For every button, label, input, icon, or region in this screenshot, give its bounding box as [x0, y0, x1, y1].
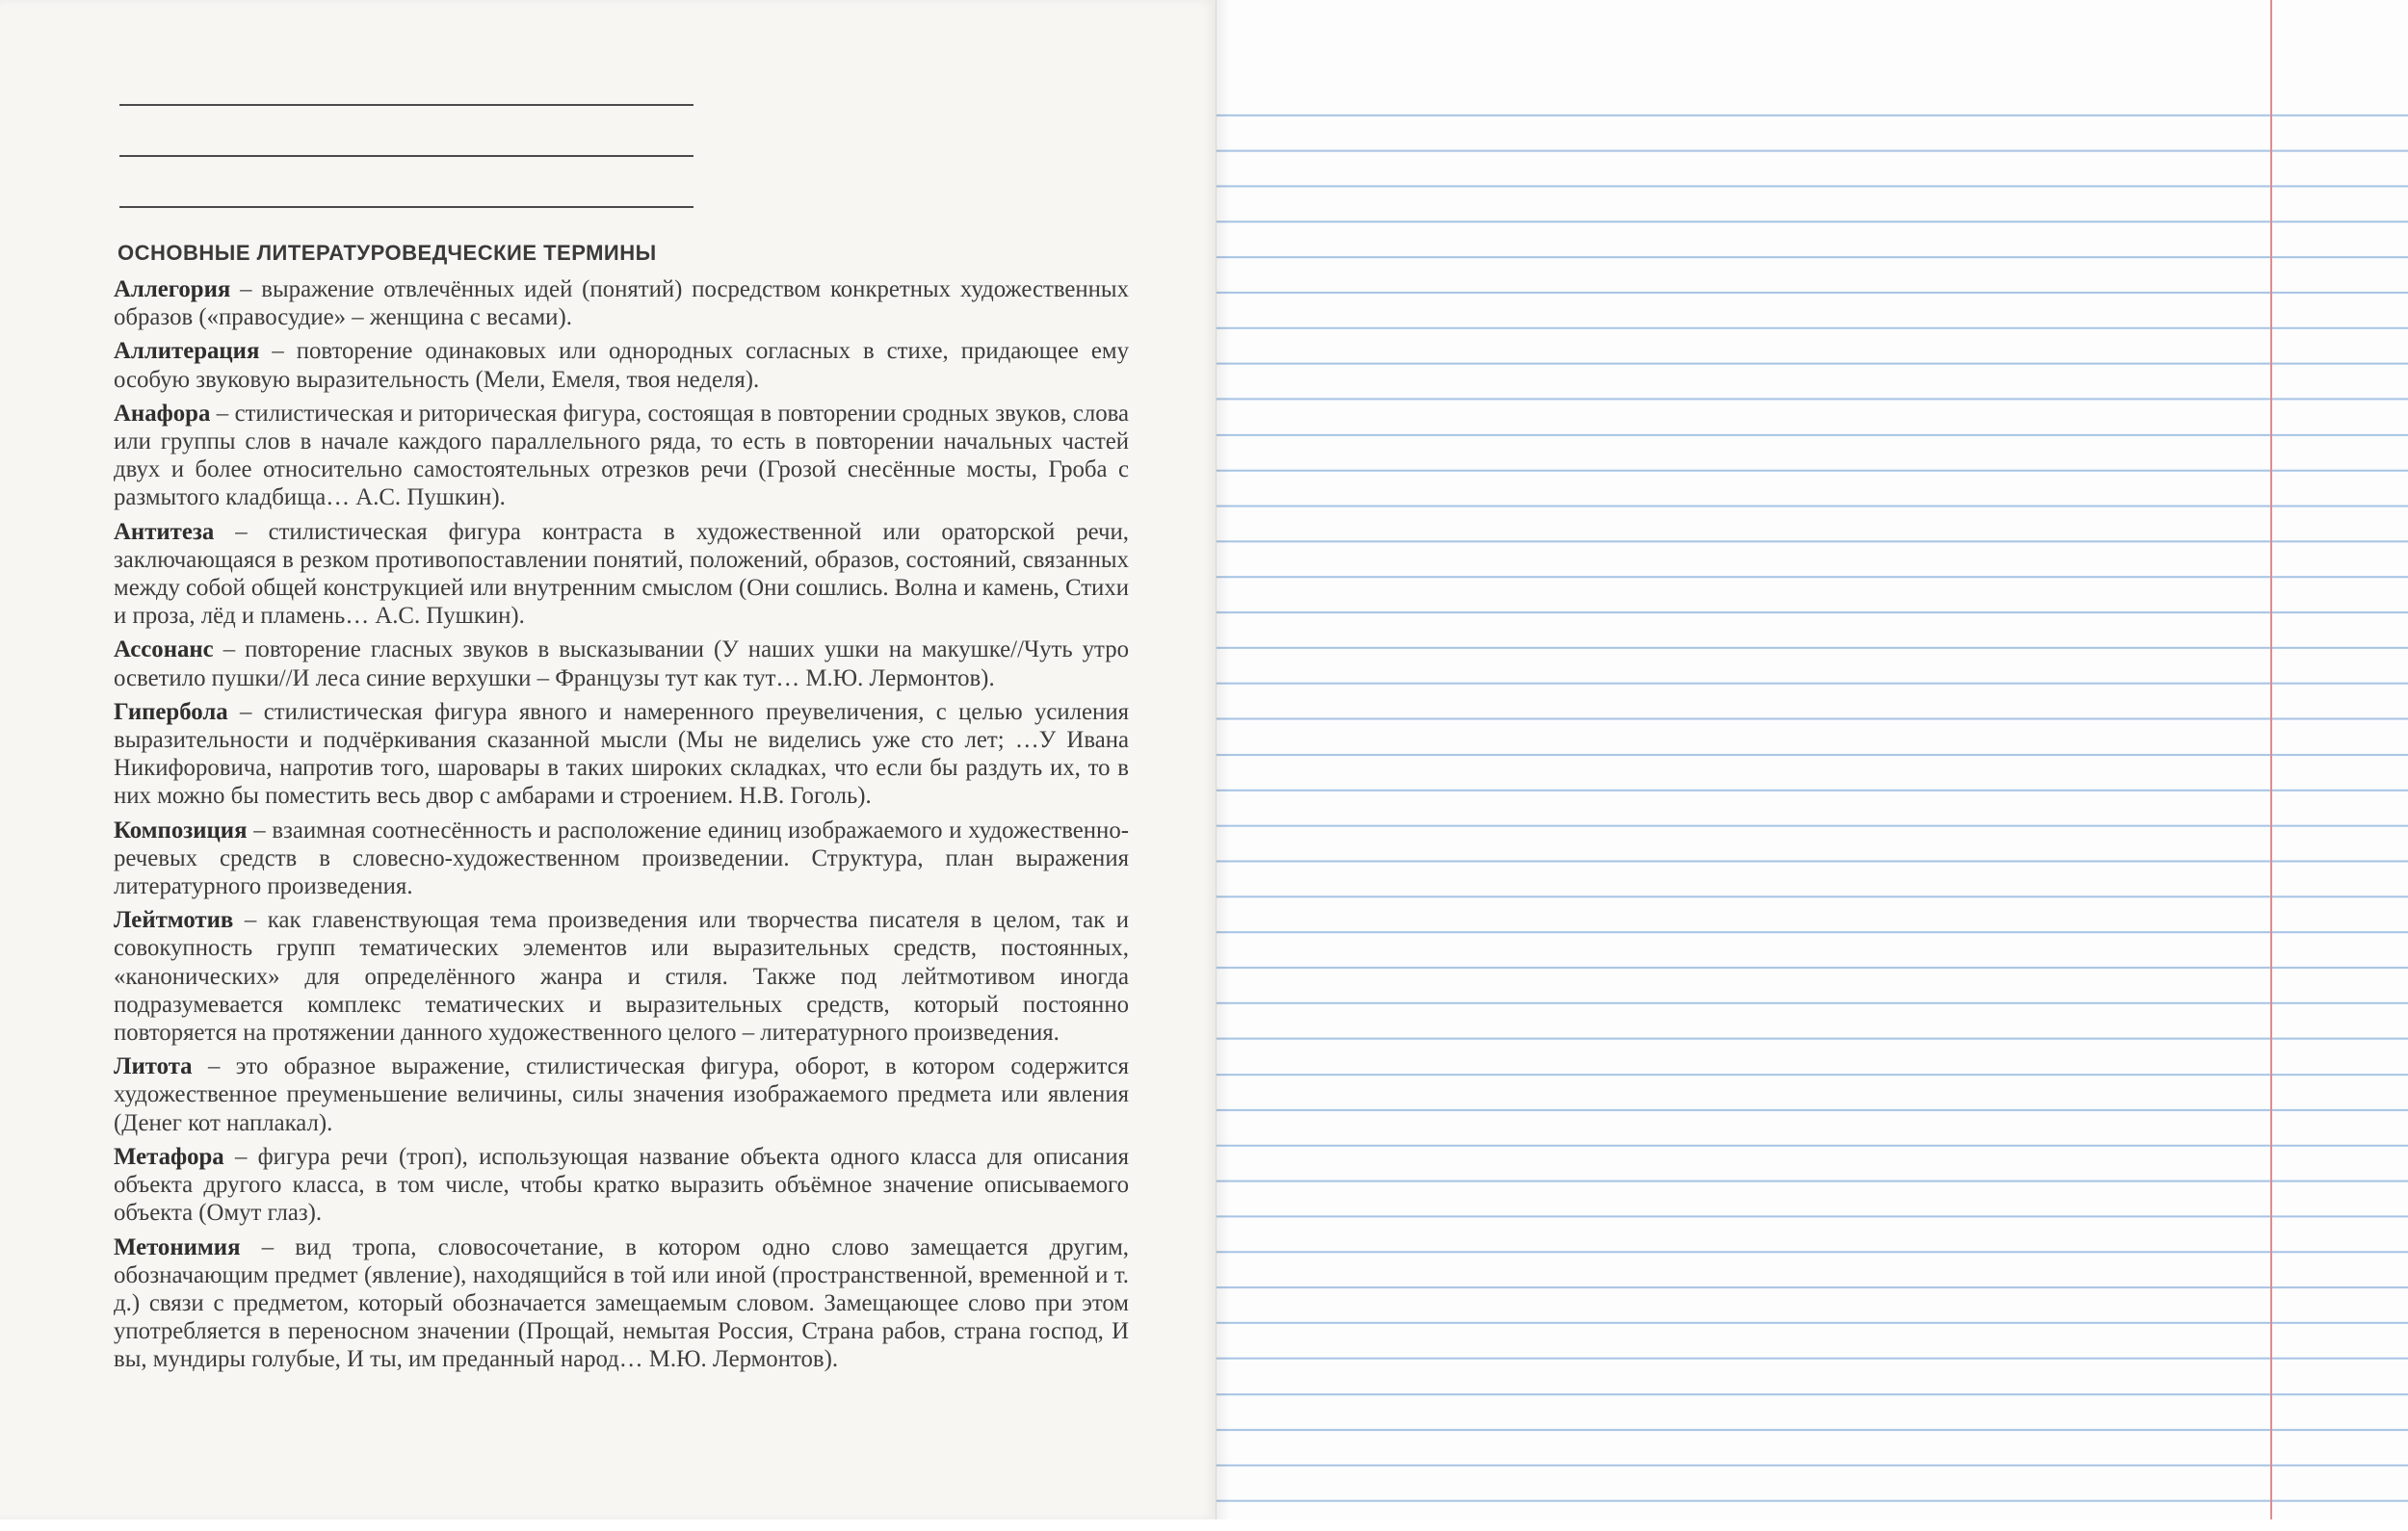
name-line-1 — [119, 104, 694, 106]
term-entry — [114, 275, 1129, 331]
term-word: Анафора — [114, 400, 211, 427]
term-entry — [114, 906, 1129, 1047]
term-word: Лейтмотив — [114, 907, 234, 934]
terms-heading: ОСНОВНЫЕ ЛИТЕРАТУРОВЕДЧЕСКИЕ ТЕРМИНЫ — [118, 241, 657, 265]
name-line-3 — [119, 206, 694, 208]
term-entry — [114, 817, 1129, 901]
term-definition: – повторение одинаковых или однородных согласных в стихе, придающее ему особую звуковую выразительность (Мели, Емеля, твоя неделя). — [114, 338, 1129, 393]
term-definition: – повторение гласных звуков в высказывании (У наших ушки на макушке//Чуть утро осветило пушки//И леса синие верхушки – Французы тут как тут… М.Ю. Лермонтов). — [114, 636, 1129, 691]
term-entry — [114, 636, 1129, 691]
term-definition: – взаимная соотнесённость и расположение единиц изображаемого и художественно-речевых средств в словесно-художественном произведении. Структура, план выражения литературного произведения. — [114, 817, 1129, 900]
terms-list — [114, 275, 1129, 1380]
gutter-shadow — [1217, 0, 1230, 1519]
term-definition: – как главенствующая тема произведения или творчества писателя в целом, так и совокупность групп тематических элементов или выразительных средств, постоянных, «канонических» для определённого жанра и стиля. Также под лейтмотивом иногда подразумевается комплекс тематических и выразительных средств, который постоянно повторяется на протяжении данного художественного целого – литературного произведения. — [114, 907, 1129, 1047]
term-definition: – стилистическая и риторическая фигура, состоящая в повторении сродных звуков, слова или группы слов в начале каждого параллельного ряда, то есть в повторении начальных частей двух и более относительно самостоятельных отрезков речи (Грозой снесённые мосты, Гроба с размытого кладбища… А.С. Пушкин). — [114, 400, 1129, 511]
term-word: Композиция — [114, 817, 248, 843]
term-definition: – стилистическая фигура контраста в художественной или ораторской речи, заключающаяся в резком противопоставлении понятий, положений, образов, состояний, связанных между собой общей конструкцией или внутренним смыслом (Они сошлись. Волна и камень, Стихи и проза, лёд и пламень… А.С. Пушкин). — [114, 518, 1129, 630]
term-definition: – стилистическая фигура явного и намеренного преувеличения, с целью усиления выразительности и подчёркивания сказанной мысли (Мы не виделись уже сто лет; …У Ивана Никифоровича, напротив того, шаровары в таких широких складках, что если бы раздуть их, то в них можно бы поместить весь двор с амбарами и строением. Н.В. Гоголь). — [114, 698, 1129, 810]
name-line-2 — [119, 155, 694, 157]
term-entry — [114, 400, 1129, 512]
term-entry — [114, 1052, 1129, 1137]
term-entry — [114, 1143, 1129, 1228]
term-definition: – выражение отвлечённых идей (понятий) посредством конкретных художественных образов («правосудие» – женщина с весами). — [114, 276, 1129, 331]
term-entry — [114, 1233, 1129, 1374]
margin-line — [2270, 0, 2272, 1519]
term-word: Литота — [114, 1053, 193, 1080]
term-word: Метафора — [114, 1143, 224, 1170]
term-definition: – вид тропа, словосочетание, в котором одно слово замещается другим, обозначающим предмет (явление), находящийся в той или иной (пространственной, временной и т. д.) связи с предметом, который обозначается замещаемым словом. Замещающее слово при этом употребляется в переносном значении (Прощай, немытая Россия, Страна рабов, страна господ, И вы, мундиры голубые, И ты, им преданный народ… М.Ю. Лермонтов). — [114, 1233, 1129, 1373]
term-definition: – фигура речи (троп), использующая название объекта одного класса для описания объекта другого класса, в том числе, чтобы кратко выразить объёмное значение описываемого объекта (Омут глаз). — [114, 1143, 1129, 1227]
term-word: Аллегория — [114, 276, 231, 302]
term-word: Антитеза — [114, 518, 215, 545]
term-definition: – это образное выражение, стилистическая фигура, оборот, в котором содержится художественное преуменьшение величины, силы значения изображаемого предмета или явления (Денег кот наплакал). — [114, 1053, 1129, 1136]
term-word: Гипербола — [114, 698, 228, 725]
term-word: Метонимия — [114, 1233, 241, 1260]
term-entry — [114, 698, 1129, 811]
ruled-page — [1217, 0, 2408, 1519]
bottom-edge — [0, 1519, 2408, 1531]
term-word: Ассонанс — [114, 636, 214, 663]
term-word: Аллитерация — [114, 338, 260, 365]
term-entry — [114, 337, 1129, 393]
term-entry — [114, 518, 1129, 631]
